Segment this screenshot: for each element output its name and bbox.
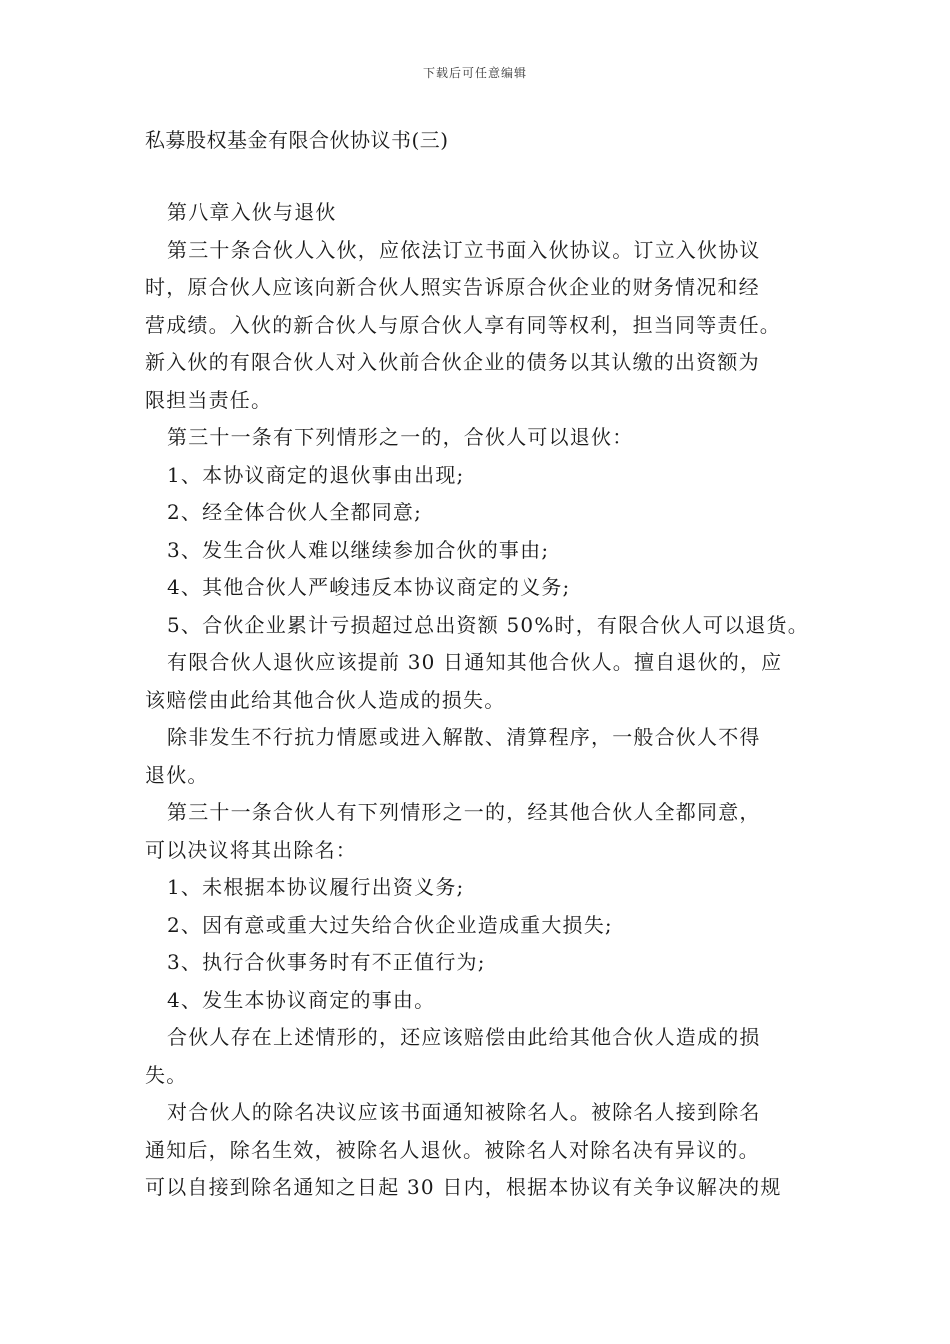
list-item: 1、本协议商定的退伙事由出现;	[167, 462, 465, 487]
list-item: 4、其他合伙人严峻违反本协议商定的义务;	[167, 575, 571, 599]
list-item: 3、执行合伙事务时有不正值行为;	[167, 950, 486, 974]
expulsion-notice-paragraph: 对合伙人的除名决议应该书面通知被除名人。被除名人接到除名 通知后，除名生效，被除名人退伙。被除名人对除名决有异议的。 可以自接到除名通知之日起 30 日内，根据本协议有关争议解决的规	[145, 1100, 782, 1199]
list-item: 5、合伙企业累计亏损超过总出资额 50%时，有限合伙人可以退货。	[167, 612, 809, 637]
expulsion-intro-paragraph: 第三十一条合伙人有下列情形之一的，经其他合伙人全都同意， 可以决议将其出除名：	[145, 800, 761, 862]
general-partner-paragraph: 除非发生不行抗力情愿或进入解散、清算程序，一般合伙人不得 退伙。	[145, 725, 761, 787]
article-30-paragraph: 第三十条合伙人入伙，应依法订立书面入伙协议。订立入伙协议 时，原合伙人应该向新合伙人照实告诉原合伙企业的财务情况和经 营成绩。入伙的新合伙人与原合伙人享有同等权利，担当同等责任。 新入伙的有限合伙人对入伙前合伙企业的债务以其认缴的出资额为 限担当责任。	[145, 237, 781, 412]
document-body	[145, 194, 817, 1207]
list-item: 4、发生本协议商定的事由。	[167, 987, 436, 1012]
compensation-paragraph: 合伙人存在上述情形的，还应该赔偿由此给其他合伙人造成的损 失。	[145, 1025, 761, 1087]
document-title: 私募股权基金有限合伙协议书(三)	[145, 128, 449, 152]
list-item: 3、发生合伙人难以继续参加合伙的事由;	[167, 537, 550, 562]
list-item: 1、未根据本协议履行出资义务;	[167, 875, 465, 899]
withdrawal-notice-paragraph: 有限合伙人退伙应该提前 30 日通知其他合伙人。擅自退伙的，应 该赔偿由此给其他合伙人造成的损失。	[145, 650, 783, 712]
chapter-heading: 第八章入伙与退伙	[167, 200, 337, 224]
article-31-intro: 第三十一条有下列情形之一的，合伙人可以退伙：	[167, 425, 634, 449]
list-item: 2、经全体合伙人全都同意;	[167, 500, 423, 524]
header-note: 下载后可任意编辑	[422, 66, 527, 80]
list-item: 2、因有意或重大过失给合伙企业造成重大损失;	[167, 912, 613, 937]
